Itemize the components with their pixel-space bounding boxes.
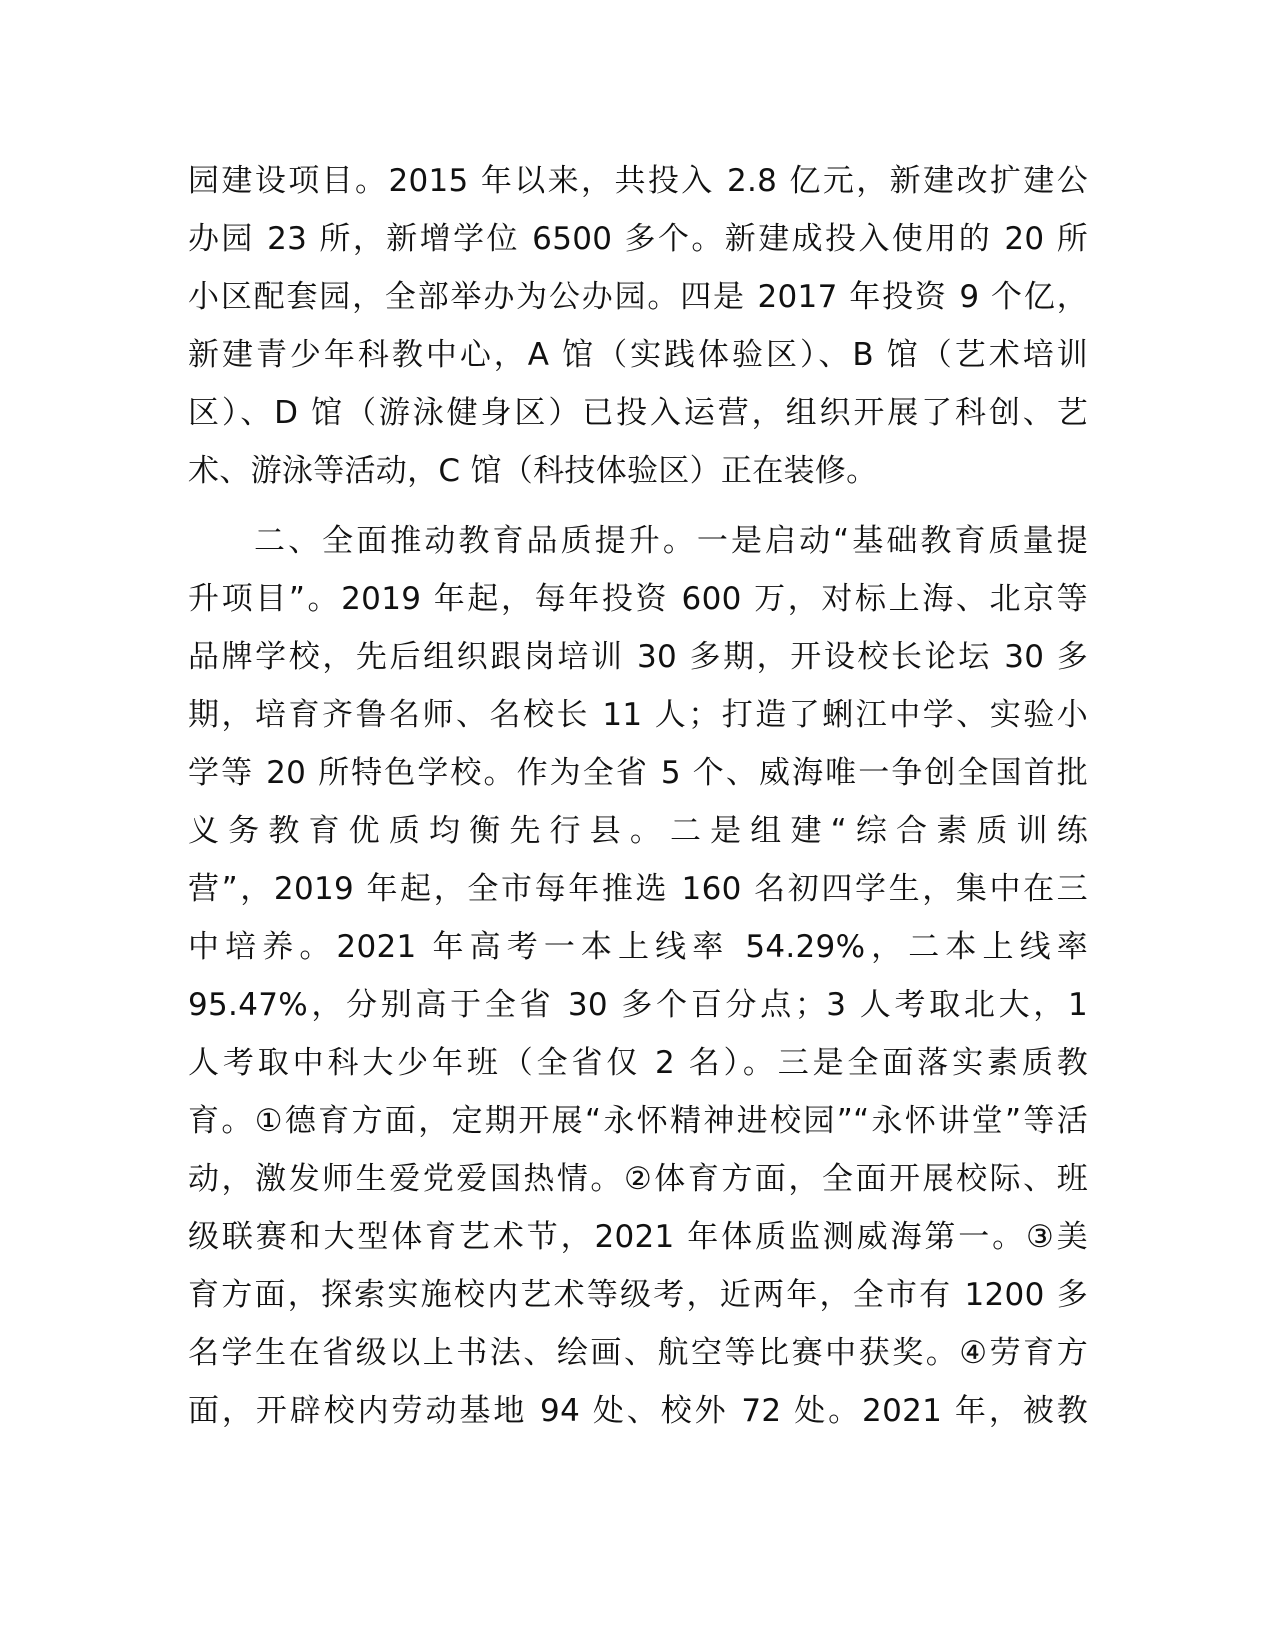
text-line: 期，培育齐鲁名师、名校长 11 人；打造了蜊江中学、实验小: [188, 697, 1088, 733]
paragraph-1: [188, 152, 1088, 500]
text-line: 园建设项目。2015 年以来，共投入 2.8 亿元，新建改扩建公: [188, 163, 1088, 199]
text-line: 小区配套园，全部举办为公办园。四是 2017 年投资 9 个亿，: [188, 279, 1088, 315]
text-line: 95.47%，分别高于全省 30 多个百分点；3 人考取北大，1: [188, 987, 1088, 1023]
text-line: 动，激发师生爱党爱国热情。②体育方面，全面开展校际、班: [188, 1161, 1088, 1197]
text-line: 人考取中科大少年班（全省仅 2 名）。三是全面落实素质教: [188, 1045, 1088, 1081]
paragraph-gap: [188, 500, 1088, 512]
body-text: [188, 152, 1088, 1440]
text-line: 新建青少年科教中心，A 馆（实践体验区）、B 馆（艺术培训: [188, 337, 1088, 373]
text-line: 名学生在省级以上书法、绘画、航空等比赛中获奖。④劳育方: [188, 1335, 1088, 1371]
text-line: 二、全面推动教育品质提升。一是启动“基础教育质量提: [254, 523, 1088, 559]
text-line: 术、游泳等活动，C 馆（科技体验区）正在装修。: [188, 453, 878, 489]
text-line: 营”，2019 年起，全市每年推选 160 名初四学生，集中在三: [188, 871, 1088, 907]
paragraph-2: [188, 512, 1088, 1440]
text-line: 级联赛和大型体育艺术节，2021 年体质监测威海第一。③美: [188, 1219, 1088, 1255]
text-line: 办园 23 所，新增学位 6500 多个。新建成投入使用的 20 所: [188, 221, 1088, 257]
text-line: 升项目”。2019 年起，每年投资 600 万，对标上海、北京等: [188, 581, 1088, 617]
text-line: 义务教育优质均衡先行县。二是组建“综合素质训练: [188, 813, 1088, 849]
text-line: 中培养。2021 年高考一本上线率 54.29%，二本上线率: [188, 929, 1088, 965]
text-line: 面，开辟校内劳动基地 94 处、校外 72 处。2021 年，被教: [188, 1393, 1088, 1429]
text-line: 品牌学校，先后组织跟岗培训 30 多期，开设校长论坛 30 多: [188, 639, 1088, 675]
text-line: 学等 20 所特色学校。作为全省 5 个、威海唯一争创全国首批: [188, 755, 1088, 791]
text-line: 育。①德育方面，定期开展“永怀精神进校园”“永怀讲堂”等活: [188, 1103, 1088, 1139]
text-line: 区）、D 馆（游泳健身区）已投入运营，组织开展了科创、艺: [188, 395, 1088, 431]
text-line: 育方面，探索实施校内艺术等级考，近两年，全市有 1200 多: [188, 1277, 1088, 1313]
